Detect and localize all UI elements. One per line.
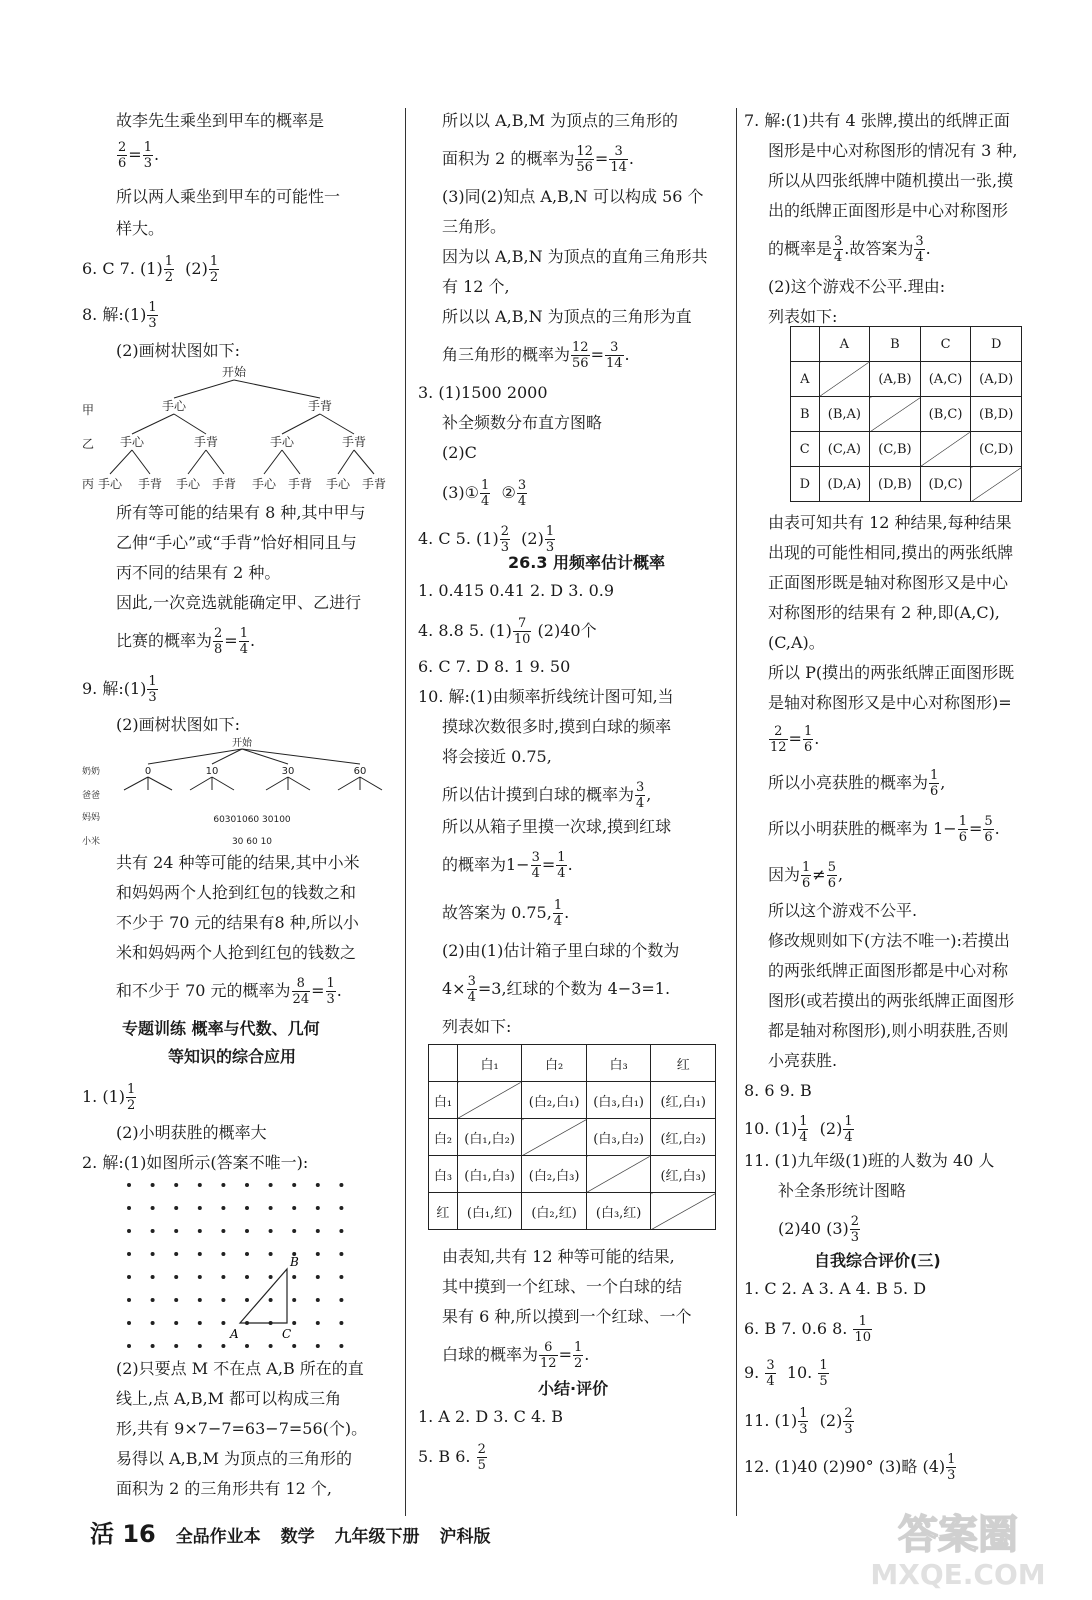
lattice-point (292, 1183, 296, 1187)
text-line: 出现的可能性相同,摸出的两张纸牌 (768, 543, 1014, 562)
lattice-point (221, 1298, 225, 1302)
table-row-header: D (791, 467, 820, 502)
tree-node: 60 (353, 766, 367, 777)
text-line: $\frac{2}{12}$ = $\frac{1}{6}$ . (770, 724, 820, 755)
tree-level-label: 丙 (82, 477, 95, 491)
lattice-point (245, 1298, 249, 1302)
lattice-point (269, 1206, 273, 1210)
tree-level-label: 甲 (82, 403, 95, 417)
point-label-b: B (290, 1255, 299, 1269)
text-line: 由表可知共有 12 种结果,每种结果 (768, 513, 1012, 532)
table-cell: (A,B) (870, 362, 921, 397)
table-cell: (红,白₂) (651, 1119, 716, 1156)
tree-leaf: 手心 (251, 477, 277, 491)
fraction: $\frac{2}{6}$ (118, 140, 127, 171)
text-line: 补全频数分布直方图略 (442, 413, 603, 432)
lattice-point (127, 1229, 131, 1233)
table-header-cell: B (870, 327, 921, 362)
lattice-point (316, 1275, 320, 1279)
text-line: 角三角形的概率为 $\frac{12}{56}$ = $\frac{3}{14}$ . (442, 340, 630, 371)
lattice-point (198, 1344, 202, 1348)
answer-line: 1. A 2. D 3. C 4. B (418, 1407, 564, 1426)
lattice-point (221, 1275, 225, 1279)
text-line: 出的纸牌正面图形是中心对称图形 (768, 201, 1009, 220)
answer-line: 9. 解:(1) $\frac{1}{3}$ (82, 674, 157, 705)
lattice-point (174, 1321, 178, 1325)
lattice-point (198, 1206, 202, 1210)
lattice-point (316, 1321, 320, 1325)
text-line: 所以以 A,B,N 为顶点的三角形为直 (442, 307, 692, 326)
table-row-header: 白₂ (429, 1119, 458, 1156)
table-cell: (C,D) (971, 432, 1022, 467)
table-row-header: B (791, 397, 820, 432)
text-line: $\frac{2}{6}$ = $\frac{1}{3}$ . (118, 140, 160, 171)
text-line: 米和妈妈两个人抢到红包的钱数之 (116, 943, 357, 962)
lattice-point (221, 1183, 225, 1187)
text-line: (2)只要点 M 不在点 A,B 所在的直 (116, 1359, 364, 1378)
table-cell: (A,C) (920, 362, 971, 397)
lattice-point (221, 1344, 225, 1348)
table-cell: (白₃,红) (586, 1193, 651, 1230)
text-line: 将会接近 0.75, (442, 747, 552, 766)
lattice-point (174, 1206, 178, 1210)
text-line: 所有等可能的结果有 8 种,其中甲与 (116, 503, 366, 522)
tree-node: 手背 (193, 435, 219, 449)
table-header-cell: 白₂ (522, 1045, 587, 1082)
column-divider-2 (736, 108, 737, 1516)
answer-line: 7. 解:(1)共有 4 张牌,摸出的纸牌正面 (744, 111, 1010, 130)
tree-leaf: 手心 (97, 477, 123, 491)
lattice-point (151, 1183, 155, 1187)
section-title: 等知识的综合应用 (168, 1047, 297, 1066)
subject: 数学 (280, 1527, 315, 1547)
table-cell (819, 362, 870, 397)
lattice-point (127, 1321, 131, 1325)
text-line: 的概率是 $\frac{3}{4}$ .故答案为 $\frac{3}{4}$ . (768, 234, 931, 265)
table-cell: (D,A) (819, 467, 870, 502)
dot-grid-figure (122, 1180, 362, 1350)
tree-node-root: 开始 (221, 365, 247, 379)
outcome-table-balls (428, 1044, 716, 1230)
lattice-point (198, 1321, 202, 1325)
lattice-point (339, 1321, 343, 1325)
table-cell: (白₃,白₂) (586, 1119, 651, 1156)
table-cell: (C,B) (870, 432, 921, 467)
tree-row-kid: 30 60 10 (231, 837, 273, 847)
text-line: 因此,一次竞选就能确定甲、乙进行 (116, 593, 362, 612)
tree-leaf: 手背 (137, 477, 163, 491)
table-header-cell: 白₁ (457, 1045, 522, 1082)
fraction: $\frac{1}{3}$ (143, 140, 152, 171)
table-cell (457, 1082, 522, 1119)
text-line: 所以以 A,B,M 为顶点的三角形的 (442, 111, 679, 130)
text-line: 的概率为1− $\frac{3}{4}$ = $\frac{1}{4}$ . (442, 850, 573, 881)
answer-line: 11. (1)九年级(1)班的人数为 40 人 (744, 1151, 995, 1170)
text-line: 乙伸“手心”或“手背”恰好相同且与 (116, 533, 357, 552)
lattice-point (174, 1344, 178, 1348)
table-cell: (B,A) (819, 397, 870, 432)
tree-level-label: 爸爸 (82, 791, 101, 801)
text-line: 都是轴对称图形),则小明获胜,否则 (768, 1021, 1009, 1040)
lattice-point (292, 1321, 296, 1325)
lattice-point (127, 1206, 131, 1210)
tree-leaf: 手心 (325, 477, 351, 491)
lattice-point (269, 1275, 273, 1279)
answer-line: 4. 8.8 5. (1) $\frac{7}{10}$ (2)40个 (418, 616, 597, 647)
text-line: 图形是中心对称图形的情况有 3 种, (768, 141, 1018, 160)
lattice-point (292, 1275, 296, 1279)
answer-line: 6. C 7. D 8. 1 9. 50 (418, 657, 571, 676)
tree-node: 手背 (341, 435, 367, 449)
text-line: 所以从四张纸牌中随机摸出一张,摸 (768, 171, 1014, 190)
text-line: 因为以 A,B,N 为顶点的直角三角形共 (442, 247, 708, 266)
table-cell (522, 1119, 587, 1156)
table-cell (971, 467, 1022, 502)
point-label-a: A (230, 1327, 239, 1341)
lattice-point (221, 1229, 225, 1233)
table-cell (920, 432, 971, 467)
table-cell: (白₁,红) (457, 1193, 522, 1230)
lattice-point (245, 1229, 249, 1233)
lattice-point (151, 1252, 155, 1256)
table-cell (870, 397, 921, 432)
tree-node: 手心 (161, 399, 187, 413)
text-line: 其中摸到一个红球、一个白球的结 (442, 1277, 683, 1296)
tree-diagram-2 (82, 736, 394, 852)
tree-level-label: 小米 (82, 837, 101, 847)
answer-line: 2. 解:(1)如图所示(答案不唯一): (82, 1153, 309, 1172)
text-line: 果有 6 种,所以摸到一个红球、一个 (442, 1307, 692, 1326)
column-divider-1 (405, 108, 406, 1516)
lattice-point (339, 1298, 343, 1302)
lattice-point (316, 1183, 320, 1187)
lattice-point (174, 1298, 178, 1302)
table-cell: (B,C) (920, 397, 971, 432)
lattice-point (245, 1206, 249, 1210)
lattice-point (269, 1298, 273, 1302)
answer-line: 3. (1)1500 2000 (418, 383, 548, 402)
lattice-point (245, 1344, 249, 1348)
lattice-point (339, 1344, 343, 1348)
tree-node: 30 (281, 766, 295, 777)
text-line: 是轴对称图形又是中心对称图形)= (768, 693, 1012, 712)
tree-level-label: 乙 (82, 437, 95, 451)
text-line: 丙不同的结果有 2 种。 (116, 563, 281, 582)
table-cell: (白₁,白₃) (457, 1156, 522, 1193)
text-line: (2)画树状图如下: (116, 715, 241, 734)
lattice-point (127, 1183, 131, 1187)
answer-line: 10. 解:(1)由频率折线统计图可知,当 (418, 687, 674, 706)
text-line: 对称图形的结果有 2 种,即(A,C), (768, 603, 1000, 622)
table-row-header: C (791, 432, 820, 467)
text-line: 所以 P(摸出的两张纸牌正面图形既 (768, 663, 1015, 682)
lattice-point (151, 1229, 155, 1233)
lattice-point (269, 1252, 273, 1256)
text-line: 白球的概率为 $\frac{6}{12}$ = $\frac{1}{2}$ . (442, 1340, 590, 1371)
lattice-point (292, 1344, 296, 1348)
grade: 九年级下册 (334, 1527, 420, 1547)
text-line: (3)① $\frac{1}{4}$ ② $\frac{3}{4}$ (442, 478, 527, 509)
table-cell: (红,白₁) (651, 1082, 716, 1119)
lattice-point (127, 1298, 131, 1302)
text-line: (3)同(2)知点 A,B,N 可以构成 56 个 (442, 187, 704, 206)
table-cell: (D,B) (870, 467, 921, 502)
tree-node: 0 (144, 766, 152, 777)
lattice-point (198, 1183, 202, 1187)
text-line: 形,共有 9×7−7=63−7=56(个)。 (116, 1419, 368, 1438)
table-cell: (B,D) (971, 397, 1022, 432)
text-line: 面积为 2 的三角形共有 12 个, (116, 1479, 332, 1498)
lattice-point (151, 1321, 155, 1325)
table-header-cell: 红 (651, 1045, 716, 1082)
table-header-cell (791, 327, 820, 362)
table-cell (586, 1156, 651, 1193)
tree-diagram-1 (82, 362, 394, 498)
watermark-logo (838, 1498, 1078, 1590)
table-row-header: 白₁ (429, 1082, 458, 1119)
tree-level-label: 奶奶 (82, 767, 101, 777)
tree-level-label: 妈妈 (82, 813, 101, 823)
text-line: 比赛的概率为 $\frac{2}{8}$ = $\frac{1}{4}$ . (116, 626, 256, 657)
lattice-point (292, 1206, 296, 1210)
text-line: 不少于 70 元的结果有8 种,所以小 (116, 913, 359, 932)
section-title: 专题训练 概率与代数、几何 (122, 1019, 320, 1038)
text-line: 共有 24 种等可能的结果,其中小米 (116, 853, 360, 872)
section-title: 小结·评价 (538, 1379, 609, 1398)
lattice-point (198, 1229, 202, 1233)
table-header-cell: A (819, 327, 870, 362)
book-name: 全品作业本 (175, 1527, 261, 1547)
lattice-point (198, 1275, 202, 1279)
lattice-point (151, 1275, 155, 1279)
lattice-point (174, 1252, 178, 1256)
lattice-point (245, 1183, 249, 1187)
lattice-point (174, 1183, 178, 1187)
text-line: 列表如下: (442, 1017, 512, 1036)
answer-line: 9. $\frac{3}{4}$ 10. $\frac{1}{5}$ (744, 1358, 828, 1389)
lattice-point (339, 1275, 343, 1279)
table-cell: (C,A) (819, 432, 870, 467)
edition: 沪科版 (439, 1527, 491, 1547)
text-line: 摸球次数很多时,摸到白球的频率 (442, 717, 672, 736)
text-line: 三角形。 (442, 217, 507, 236)
text-line: (2)这个游戏不公平.理由: (768, 277, 946, 296)
lattice-point (316, 1206, 320, 1210)
lattice-point (339, 1229, 343, 1233)
text-line: 线上,点 A,B,M 都可以构成三角 (116, 1389, 342, 1408)
table-row-header: 白₃ (429, 1156, 458, 1193)
section-title: 26.3 用频率估计概率 (508, 553, 666, 572)
lattice-points (127, 1183, 343, 1348)
text-line: 和不少于 70 元的概率为 $\frac{8}{24}$ = $\frac{1}{3}$ . (116, 976, 342, 1007)
table-cell: (白₂,红) (522, 1193, 587, 1230)
tree-leaf: 手背 (211, 477, 237, 491)
text-line: 面积为 2 的概率为 $\frac{12}{56}$ = $\frac{3}{14}$ . (442, 144, 634, 175)
text-line: (2)C (442, 443, 477, 462)
table-cell: (白₂,白₃) (522, 1156, 587, 1193)
text-line: 故李先生乘坐到甲车的概率是 (116, 111, 325, 130)
answer-line: 11. (1) $\frac{1}{3}$ (2) $\frac{2}{3}$ (744, 1406, 853, 1437)
table-header-cell: D (971, 327, 1022, 362)
lattice-point (151, 1206, 155, 1210)
table-row-header: 红 (429, 1193, 458, 1230)
table-row-header: A (791, 362, 820, 397)
lattice-point (292, 1298, 296, 1302)
text-line: 图形(或若摸出的两张纸牌正面图形 (768, 991, 1015, 1010)
tree-leaf: 手心 (175, 477, 201, 491)
text-line: 样大。 (116, 219, 165, 238)
answer-line: 5. B 6. $\frac{2}{5}$ (418, 1442, 486, 1473)
tree-node: 手心 (119, 435, 145, 449)
table-header-cell: 白₃ (586, 1045, 651, 1082)
lattice-point (198, 1298, 202, 1302)
text-line: (C,A)。 (768, 633, 825, 652)
lattice-point (316, 1298, 320, 1302)
lattice-point (127, 1252, 131, 1256)
text-line: 小亮获胜. (768, 1051, 838, 1070)
tree-node: 10 (205, 766, 219, 777)
text-line: 所以两人乘坐到甲车的可能性一 (116, 187, 341, 206)
text-line: (2)小明获胜的概率大 (116, 1123, 267, 1142)
lattice-point (221, 1321, 225, 1325)
text-line: 易得以 A,B,M 为顶点的三角形的 (116, 1449, 353, 1468)
text-line: 的两张纸牌正面图形都是中心对称 (768, 961, 1009, 980)
lattice-point (221, 1206, 225, 1210)
tree-leaf: 手背 (361, 477, 387, 491)
lattice-point (316, 1344, 320, 1348)
table-cell: (D,C) (920, 467, 971, 502)
svg-text:答案圈: 答案圈 (898, 1512, 1018, 1558)
table-cell (651, 1193, 716, 1230)
lattice-point (174, 1229, 178, 1233)
tree-row-mom: 60301060 30100 (213, 815, 291, 825)
text-line: (2)由(1)估计箱子里白球的个数为 (442, 941, 680, 960)
text-line: (2)画树状图如下: (116, 341, 241, 360)
section-title: 自我综合评价(三) (814, 1251, 941, 1270)
lattice-point (174, 1275, 178, 1279)
tree-branches (124, 777, 382, 790)
text-line: 有 12 个, (442, 277, 510, 296)
lattice-point (245, 1252, 249, 1256)
lattice-point (292, 1229, 296, 1233)
lattice-point (127, 1275, 131, 1279)
text-line: 因为 $\frac{1}{6}$ ≠ $\frac{5}{6}$ , (768, 860, 844, 891)
text-line: 和妈妈两个人抢到红包的钱数之和 (116, 883, 357, 902)
table-cell: (白₂,白₁) (522, 1082, 587, 1119)
lattice-point (151, 1298, 155, 1302)
tree-node-root: 开始 (232, 738, 252, 749)
text-line: 所以从箱子里摸一次球,摸到红球 (442, 817, 672, 836)
lattice-point (269, 1229, 273, 1233)
text-line: 正面图形既是轴对称图形又是中心 (768, 573, 1009, 592)
table-cell: (白₃,白₁) (586, 1082, 651, 1119)
answer-line: 1. C 2. A 3. A 4. B 5. D (744, 1279, 927, 1298)
table-header-cell (429, 1045, 458, 1082)
table-header-cell: C (920, 327, 971, 362)
text-line: 列表如下: (768, 307, 838, 326)
lattice-point (151, 1344, 155, 1348)
page-number: 活 16 (90, 1520, 156, 1548)
lattice-point (316, 1252, 320, 1256)
text-line: 4× $\frac{3}{4}$ =3,红球的个数为 4−3=1. (442, 974, 671, 1005)
lattice-point (339, 1183, 343, 1187)
text-line: 补全条形统计图略 (778, 1181, 907, 1200)
lattice-point (269, 1344, 273, 1348)
tree-leaf: 手背 (287, 477, 313, 491)
lattice-point (316, 1229, 320, 1233)
outcome-table-cards (790, 326, 1022, 502)
text-line: 修改规则如下(方法不唯一):若摸出 (768, 931, 1010, 950)
answer-line: 1. 0.415 0.41 2. D 3. 0.9 (418, 581, 615, 600)
answer-line: 10. (1) $\frac{1}{4}$ (2) $\frac{1}{4}$ (744, 1114, 853, 1145)
answer-line: 12. (1)40 (2)90° (3)略 (4) $\frac{1}{3}$ (744, 1452, 956, 1483)
tree-node: 手心 (269, 435, 295, 449)
svg-text:MXQE.COM: MXQE.COM (870, 1558, 1046, 1590)
text-line: (2)40 (3) $\frac{2}{3}$ (778, 1214, 860, 1245)
table-cell: (白₁,白₂) (457, 1119, 522, 1156)
lattice-point (245, 1275, 249, 1279)
lattice-point (198, 1252, 202, 1256)
table-cell: (A,D) (971, 362, 1022, 397)
lattice-point (127, 1344, 131, 1348)
lattice-point (339, 1206, 343, 1210)
lattice-point (221, 1252, 225, 1256)
page-footer (90, 1514, 504, 1549)
text-line: 所以小明获胜的概率为 1− $\frac{1}{6}$ = $\frac{5}{6}$ . (768, 814, 1000, 845)
lattice-point (269, 1183, 273, 1187)
text-line: 所以这个游戏不公平. (768, 901, 918, 920)
answer-line: 6. C 7. (1) $\frac{1}{2}$ (2) $\frac{1}{2}$ (82, 254, 219, 285)
text-line: 故答案为 0.75, $\frac{1}{4}$ . (442, 898, 570, 929)
answer-line: 8. 6 9. B (744, 1081, 812, 1100)
answer-line: 8. 解:(1) $\frac{1}{3}$ (82, 300, 157, 331)
text-line: 所以小亮获胜的概率为 $\frac{1}{6}$ , (768, 768, 946, 799)
answer-line: 6. B 7. 0.6 8. $\frac{1}{10}$ (744, 1314, 871, 1345)
table-cell: (红,白₃) (651, 1156, 716, 1193)
answer-line: 1. (1) $\frac{1}{2}$ (82, 1082, 136, 1113)
point-label-c: C (282, 1327, 292, 1341)
lattice-point (339, 1252, 343, 1256)
text-line: 所以估计摸到白球的概率为 $\frac{3}{4}$ , (442, 780, 652, 811)
answer-line: 4. C 5. (1) $\frac{2}{3}$ (2) $\frac{1}{3}$ (418, 524, 555, 555)
tree-node: 手背 (307, 399, 333, 413)
text-line: 由表知,共有 12 种等可能的结果, (442, 1247, 675, 1266)
